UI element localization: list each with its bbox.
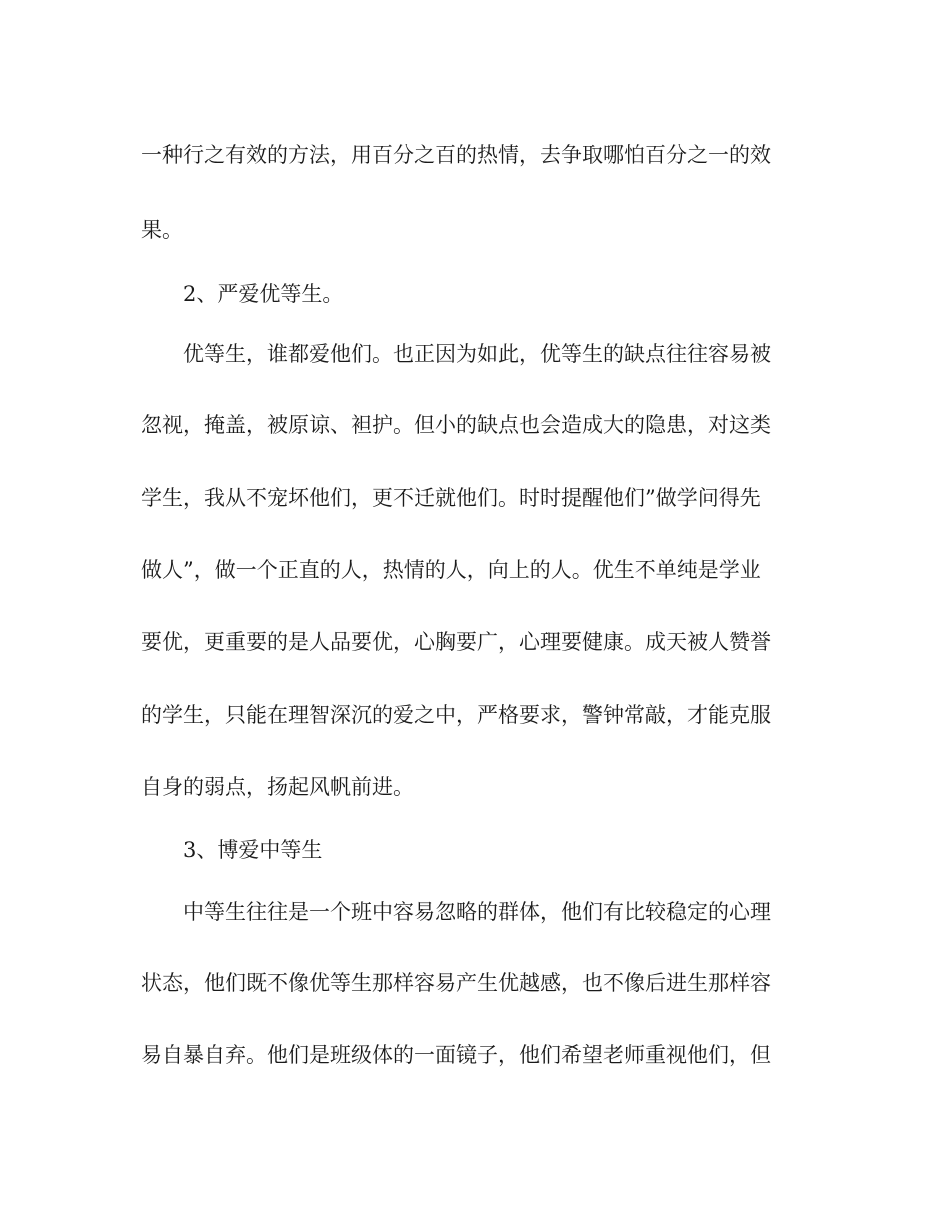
text-line: 中等生往往是一个班中容易忽略的群体，他们有比较稳定的心理	[183, 900, 771, 924]
text-line: 学生，我从不宠坏他们，更不迁就他们。时时提醒他们”做学问得先	[141, 486, 761, 510]
text-line: 果。	[141, 218, 183, 242]
text-line: 状态，他们既不像优等生那样容易产生优越感，也不像后进生那样容	[141, 971, 771, 995]
text-line: 自身的弱点，扬起风帆前进。	[141, 775, 414, 799]
text-line: 忽视，掩盖，被原谅、袒护。但小的缺点也会造成大的隐患，对这类	[141, 413, 771, 437]
section-heading: 3、博爱中等生	[183, 838, 323, 862]
text-line: 易自暴自弃。他们是班级体的一面镜子，他们希望老师重视他们，但	[141, 1043, 771, 1067]
section-heading: 2、严爱优等生。	[183, 282, 344, 306]
text-line: 要优，更重要的是人品要优，心胸要广，心理要健康。成天被人赞誉	[141, 630, 771, 654]
text-line: 优等生，谁都爱他们。也正因为如此，优等生的缺点往往容易被	[183, 342, 771, 366]
text-line: 一种行之有效的方法，用百分之百的热情，去争取哪怕百分之一的效	[141, 143, 771, 167]
text-line: 的学生，只能在理智深沉的爱之中，严格要求，警钟常敲，才能克服	[141, 703, 771, 727]
text-line: 做人”，做一个正直的人，热情的人，向上的人。优生不单纯是学业	[141, 558, 761, 582]
